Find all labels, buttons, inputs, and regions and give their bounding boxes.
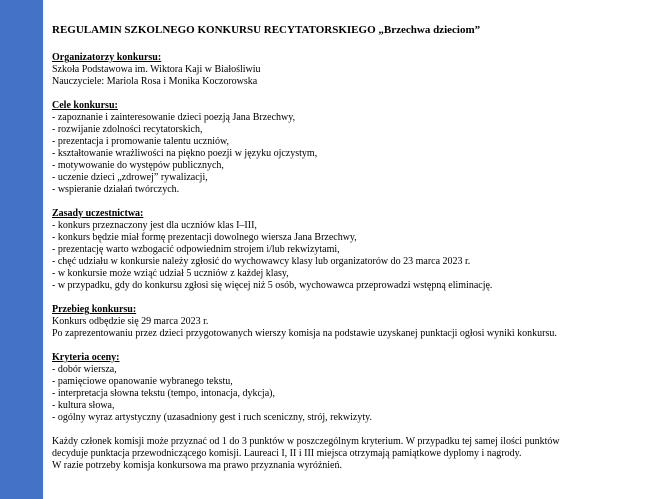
organizers-section: [52, 52, 657, 88]
goals-line: - prezentacja i promowanie talentu uczniów,: [52, 136, 230, 147]
goals-line: - rozwijanie zdolności recytatorskich,: [52, 124, 203, 135]
rules-line: - w konkursie może wziąć udział 5 uczniów z każdej klasy,: [52, 268, 289, 279]
rules-line: - konkurs będzie miał formę prezentacji dowolnego wiersza Jana Brzechwy,: [52, 232, 357, 243]
organizers-line: Szkoła Podstawowa im. Wiktora Kaji w Białośliwiu: [52, 64, 261, 75]
goals-line: - motywowanie do występów publicznych,: [52, 160, 224, 171]
criteria-line: - pamięciowe opanowanie wybranego tekstu,: [52, 376, 233, 387]
rules-line: - konkurs przeznaczony jest dla uczniów klas I–III,: [52, 220, 257, 231]
criteria-line: - ogólny wyraz artystyczny (uzasadniony gest i ruch sceniczny, strój, rekwizyty.: [52, 412, 372, 423]
goals-line: - wspieranie działań twórczych.: [52, 184, 180, 195]
goals-line: - uczenie dzieci „zdrowej” rywalizacji,: [52, 172, 208, 183]
goals-section: [52, 100, 657, 196]
criteria-section: [52, 352, 657, 424]
criteria-line: - dobór wiersza,: [52, 364, 117, 375]
rules-line: - chęć udziału w konkursie należy zgłosić do wychowawcy klasy lub organizatorów do 23 marca 2023 r.: [52, 256, 471, 267]
organizers-line: Nauczyciele: Mariola Rosa i Monika Koczorowska: [52, 76, 258, 87]
closing-line: W razie potrzeby komisja konkursowa ma prawo przyznania wyróżnień.: [52, 460, 342, 471]
closing-line: decyduje punktacja przewodniczącego komisji. Laureaci I, II i III miejsca otrzymają pamiątkowe dyplomy i nagrody.: [52, 448, 522, 459]
rules-heading: Zasady uczestnictwa:: [52, 208, 144, 219]
goals-line: - kształtowanie wrażliwości na piękno poezji w języku ojczystym,: [52, 148, 318, 159]
criteria-line: - interpretacja słowna tekstu (tempo, intonacja, dykcja),: [52, 388, 275, 399]
goals-heading: Cele konkursu:: [52, 100, 118, 111]
document-title: REGULAMIN SZKOLNEGO KONKURSU RECYTATORSKIEGO „Brzechwa dzieciom”: [52, 24, 481, 36]
rules-line: - w przypadku, gdy do konkursu zgłosi się więcej niż 5 osób, wychowawca przeprowadzi wstępną eliminację.: [52, 280, 493, 291]
course-line: Konkurs odbędzie się 29 marca 2023 r.: [52, 316, 209, 327]
closing-line: Każdy członek komisji może przyznać od 1 do 3 punktów w poszczególnym kryterium. W przypadku tej samej ilości punktów: [52, 436, 560, 447]
goals-line: - zapoznanie i zainteresowanie dzieci poezją Jana Brzechwy,: [52, 112, 296, 123]
rules-section: [52, 208, 657, 292]
rules-line: - prezentację warto wzbogacić odpowiednim strojem i/lub rekwizytami,: [52, 244, 340, 255]
document-content: [52, 24, 657, 484]
closing-section: [52, 436, 657, 472]
course-heading: Przebieg konkursu:: [52, 304, 137, 315]
organizers-heading: Organizatorzy konkursu:: [52, 52, 162, 63]
criteria-line: - kultura słowa,: [52, 400, 115, 411]
course-line: Po zaprezentowaniu przez dzieci przygotowanych wierszy komisja na podstawie uzyskanej punktacji ogłosi wyniki konkursu.: [52, 328, 557, 339]
criteria-heading: Kryteria oceny:: [52, 352, 120, 363]
course-section: [52, 304, 657, 340]
left-accent-bar: [0, 0, 43, 499]
